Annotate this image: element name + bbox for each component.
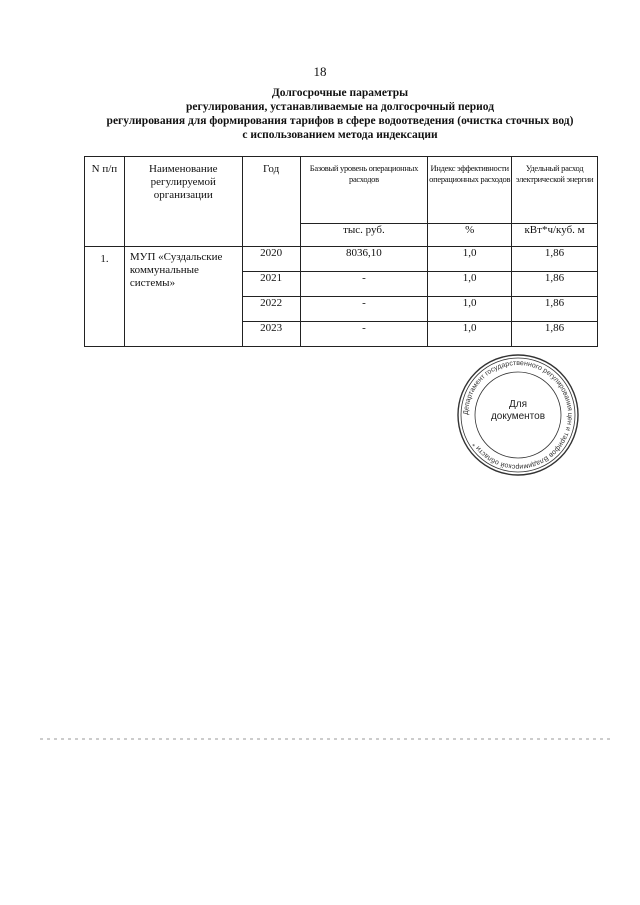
cell-base: - <box>300 297 428 322</box>
table-header-row <box>85 157 598 224</box>
header-num: N п/п <box>85 157 125 247</box>
org-name: МУП «Суздальские коммунальные системы» <box>124 247 242 347</box>
parameters-table <box>84 156 598 347</box>
stamp-line: Для <box>508 399 528 410</box>
cell-energy: 1,86 <box>512 322 598 347</box>
cell-year: 2023 <box>242 322 300 347</box>
title-line: регулирования, устанавливаемые на долгосрочный период <box>185 101 495 113</box>
cell-year: 2020 <box>242 247 300 272</box>
cell-base: - <box>300 272 428 297</box>
scan-artifact-line <box>40 738 610 740</box>
cell-base: - <box>300 322 428 347</box>
title-line: регулирования для формирования тарифов в сфере водоотведения (очистка сточных вод) <box>106 115 574 127</box>
page-number: 18 <box>313 64 327 79</box>
cell-year: 2021 <box>242 272 300 297</box>
title-line: Долгосрочные параметры <box>271 87 409 99</box>
stamp-line: документов <box>490 411 546 422</box>
header-efficiency-index: Индекс эффективности операционных расходов <box>428 157 512 224</box>
cell-base: 8036,10 <box>300 247 428 272</box>
org-number: 1. <box>85 247 125 347</box>
cell-index: 1,0 <box>428 322 512 347</box>
unit-index: % <box>428 224 512 247</box>
header-org: Наименование регулируемой организации <box>124 157 242 247</box>
unit-energy: кВт*ч/куб. м <box>512 224 598 247</box>
header-energy-consumption: Удельный расход электрической энергии <box>512 157 598 224</box>
cell-energy: 1,86 <box>512 297 598 322</box>
cell-energy: 1,86 <box>512 272 598 297</box>
unit-base: тыс. руб. <box>300 224 428 247</box>
header-base-level: Базовый уровень операционных расходов <box>300 157 428 224</box>
document-title <box>60 86 620 142</box>
stamp-center-text <box>456 399 580 423</box>
cell-index: 1,0 <box>428 272 512 297</box>
cell-index: 1,0 <box>428 297 512 322</box>
title-line: с использованием метода индексации <box>242 129 438 141</box>
header-year: Год <box>242 157 300 247</box>
cell-index: 1,0 <box>428 247 512 272</box>
cell-year: 2022 <box>242 297 300 322</box>
stamp-ring-text: Департамент государственного регулирования цен и тарифов Владимирской области * <box>462 359 574 471</box>
table-row <box>85 247 598 272</box>
cell-energy: 1,86 <box>512 247 598 272</box>
